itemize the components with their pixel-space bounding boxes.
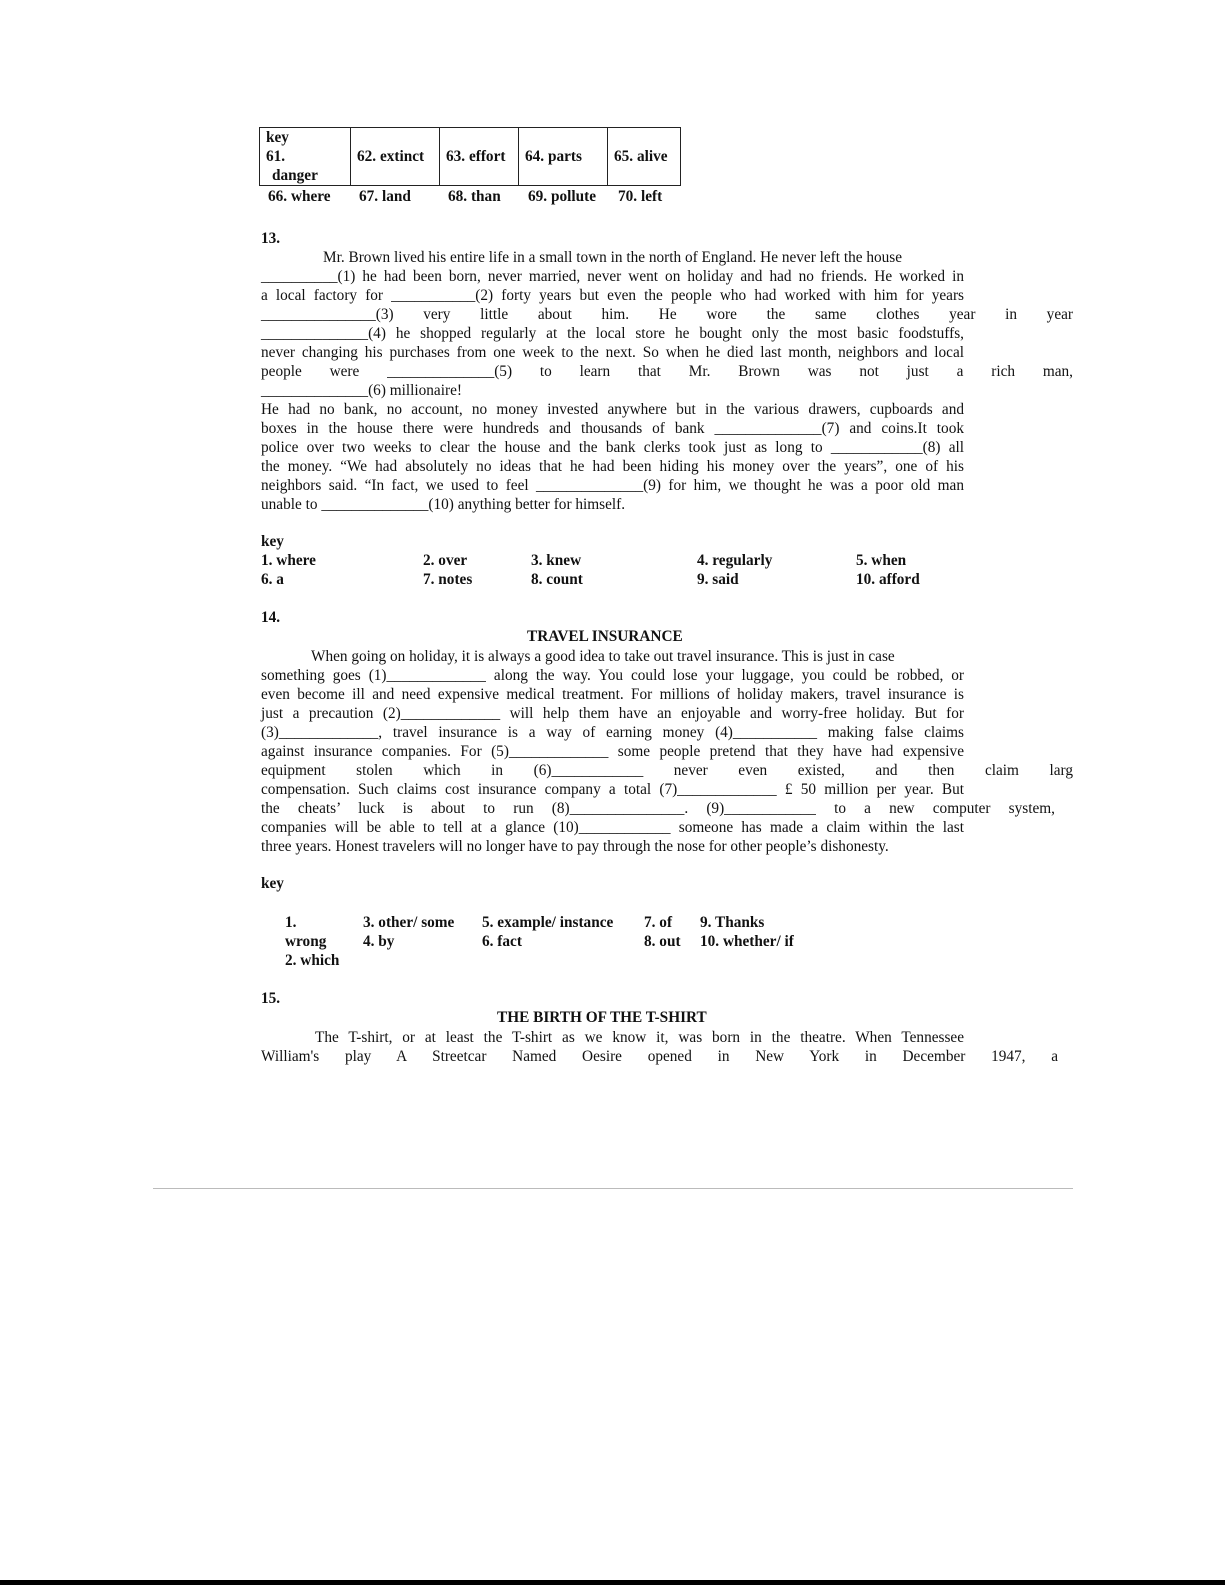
key-answer: 6. a (261, 571, 284, 588)
paragraph-line: neighbors said. “In fact, we used to feel ______________(9) for him, we thought he was a poor old man (261, 477, 964, 494)
key-column (363, 913, 454, 951)
paragraph-line: Mr. Brown lived his entire life in a small town in the north of England. He never left the house (323, 249, 903, 266)
key-answer: 3. other/ some (363, 914, 455, 931)
key-answer: 2. over (423, 552, 468, 569)
bottom-bar (0, 1580, 1225, 1585)
paragraph-line: unable to ______________(10) anything better for himself. (261, 496, 626, 513)
key-column (482, 913, 613, 951)
paragraph-line: When going on holiday, it is always a good idea to take out travel insurance. This is just in case (311, 648, 895, 665)
page-divider (153, 1188, 1073, 1189)
key-answer: 4. regularly (697, 552, 773, 569)
key-table-item: 66. where (268, 188, 331, 205)
section-title: THE BIRTH OF THE T-SHIRT (497, 1009, 707, 1026)
paragraph-line: just a precaution (2)_____________ will help them have an enjoyable and worry-free holiday. But for (261, 705, 964, 722)
key-table-item: 65. alive (608, 128, 681, 186)
key-answer: wrong (285, 933, 327, 950)
section-title: TRAVEL INSURANCE (527, 628, 683, 645)
paragraph-line: boxes in the house there were hundreds and thousands of bank ______________(7) and coins.It took (261, 420, 964, 437)
key-label: key (261, 875, 284, 892)
paragraph-line: three years. Honest travelers will no longer have to pay through the nose for other people’s dishonesty. (261, 838, 889, 855)
key-table-item: 70. left (618, 188, 663, 205)
paragraph-line: William's play A Streetcar Named Oesire opened in New York in December 1947, a (261, 1048, 1058, 1065)
question-number: 15. (261, 990, 281, 1007)
key-answer: 1. where (261, 552, 316, 569)
paragraph-line: a local factory for ___________(2) forty years but even the people who had worked with him for years (261, 287, 964, 304)
key-answer: 2. which (285, 952, 340, 969)
key-table-item: 63. effort (440, 128, 519, 186)
key-answer: 9. said (697, 571, 739, 588)
key-answer: 9. Thanks (700, 914, 765, 931)
key-answer: 3. knew (531, 552, 582, 569)
key-table-item: 68. than (448, 188, 501, 205)
paragraph-line: the money. “We had absolutely no ideas that he had been hiding his money over the years”, one of his (261, 458, 964, 475)
key-table-item: 67. land (359, 188, 411, 205)
key-table-header: key (266, 129, 289, 146)
question-number: 13. (261, 230, 281, 247)
paragraph-line: compensation. Such claims cost insurance company a total (7)_____________ £ 50 million per year. But (261, 781, 964, 798)
key-answer: 5. example/ instance (482, 914, 614, 931)
paragraph-line: companies will be able to tell at a glance (10)____________ someone has made a claim within the last (261, 819, 964, 836)
key-table (259, 127, 681, 186)
paragraph-line: ______________(6) millionaire! (261, 382, 462, 399)
key-table-item: 61. (266, 148, 286, 165)
key-table-item: 62. extinct (351, 128, 440, 186)
key-answer: 10. whether/ if (700, 933, 794, 950)
key-answer: 8. count (531, 571, 583, 588)
paragraph-line: ______________(4) he shopped regularly at the local store he bought only the most basic foodstuffs, (261, 325, 964, 342)
paragraph-line: people were ______________(5) to learn that Mr. Brown was not just a rich man, (261, 363, 1073, 380)
paragraph-line: equipment stolen which in (6)____________ never even existed, and then claim larg (261, 762, 1073, 779)
paragraph-line: _______________(3) very little about him. He wore the same clothes year in year (261, 306, 1073, 323)
key-answer: 8. out (644, 933, 681, 950)
paragraph-line: __________(1) he had been born, never married, never went on holiday and had no friends. He worked in (261, 268, 964, 285)
key-answer: 6. fact (482, 933, 522, 950)
question-number: 14. (261, 609, 281, 626)
key-table-cell (260, 128, 351, 186)
paragraph-line: never changing his purchases from one week to the next. So when he died last month, neighbors and local (261, 344, 964, 361)
key-table-item: 69. pollute (528, 188, 596, 205)
key-answer: 7. of (644, 914, 673, 931)
key-answer: 7. notes (423, 571, 473, 588)
paragraph-line: the cheats’ luck is about to run (8)_______________. (9)____________ to a new computer system, (261, 800, 1055, 817)
key-answer: 4. by (363, 933, 395, 950)
paragraph-line: something goes (1)_____________ along the way. You could lose your luggage, you could be robbed, or (261, 667, 964, 684)
key-answer: 10. afford (856, 571, 920, 588)
key-column (285, 913, 339, 970)
key-label: key (261, 533, 284, 550)
key-answer: 1. (285, 914, 297, 931)
key-table-item: danger (272, 167, 318, 184)
paragraph-line: against insurance companies. For (5)_____________ some people pretend that they have had expensive (261, 743, 964, 760)
key-column (644, 913, 681, 951)
key-answer: 5. when (856, 552, 907, 569)
paragraph-line: The T-shirt, or at least the T-shirt as we know it, was born in the theatre. When Tennessee (315, 1029, 964, 1046)
paragraph-line: police over two weeks to clear the house and the bank clerks took just as long to ____________(8) all (261, 439, 964, 456)
paragraph-line: (3)_____________, travel insurance is a way of earning money (4)___________ making false claims (261, 724, 964, 741)
key-column (700, 913, 794, 951)
key-table-item: 64. parts (519, 128, 608, 186)
paragraph-line: even become ill and need expensive medical treatment. For millions of holiday makers, travel insurance is (261, 686, 964, 703)
paragraph-line: He had no bank, no account, no money invested anywhere but in the various drawers, cupboards and (261, 401, 964, 418)
